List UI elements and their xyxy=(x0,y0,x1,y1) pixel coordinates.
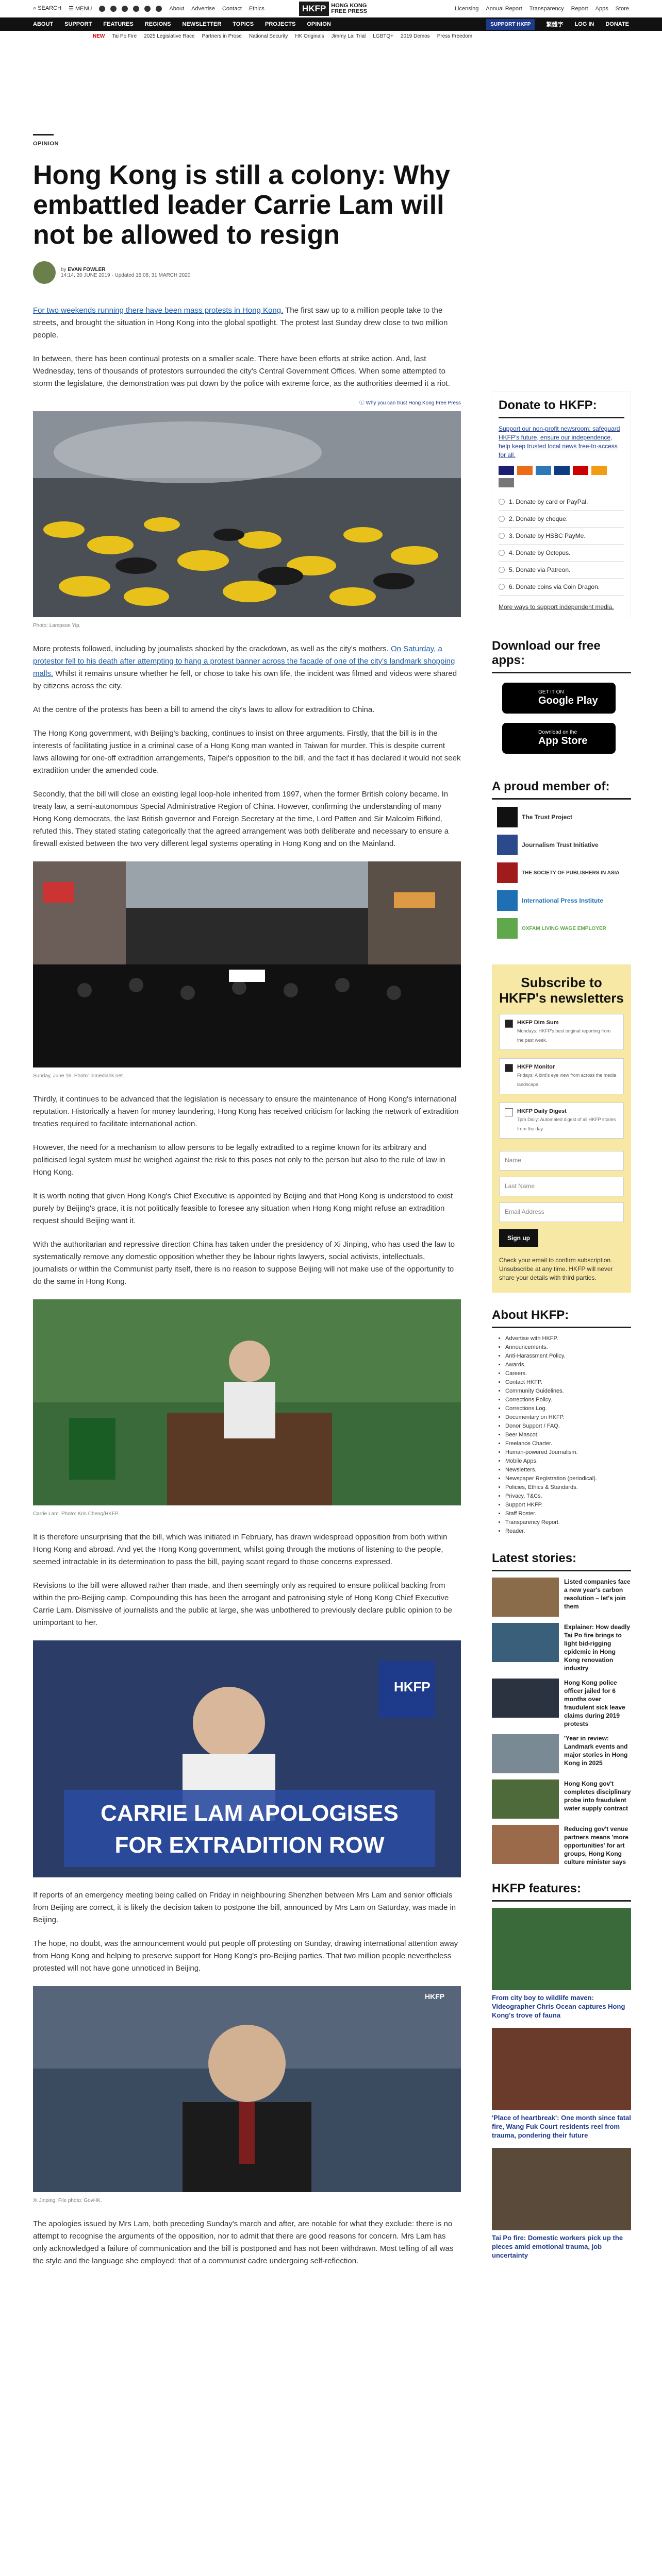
donate-heading: Donate to HKFP: xyxy=(499,398,624,418)
octopus-icon xyxy=(591,466,607,475)
about-item[interactable]: • Corrections Policy. xyxy=(505,1396,631,1404)
paragraph xyxy=(33,643,461,692)
partner-name: International Press Institute xyxy=(522,897,604,904)
about-item[interactable]: • Freelance Charter. xyxy=(505,1439,631,1448)
top-link[interactable]: About xyxy=(169,5,185,12)
telegram-icon[interactable] xyxy=(156,6,162,12)
paragraph: Secondly, that the bill will close an existing legal loop-hole inherited from 1997, when the former British colony became. In treaty law, a semi-autonomous Special Administrative Region of China. However, confirming the understanding of many Hong Kong democrats, the last British governor and Foreign Secretary at the time, Lord Patten and Sir Malcolm Rifkind, refuted this. They stated stating categorically that the agreed arrangement was both deliberate and necessary to ensure a firewall existed between the two very different legal systems operating in Hong Kong and on the Mainland. xyxy=(33,790,449,848)
app-store-badge[interactable] xyxy=(502,723,616,754)
paragraph: Thirdly, it continues to be advanced that the legislation is necessary to ensure the maintenance of Hong Kong's international reputation. Historically a haven for money laundering, Hong Kong has received criticism for lacking the network of extradition treaties required to facilitate international action. xyxy=(33,1095,459,1128)
about-item[interactable]: • Staff Roster. xyxy=(505,1510,631,1518)
protest-photo-2 xyxy=(33,861,461,1070)
features-heading: HKFP features: xyxy=(492,1882,631,1902)
last-name-field[interactable]: Last Name xyxy=(499,1177,624,1196)
about-item[interactable]: • Donor Support / FAQ. xyxy=(505,1422,631,1431)
partner-logo[interactable] xyxy=(497,918,631,939)
article-link[interactable]: On Saturday, a protestor fell to his death after attempting to hang a protest banner across the facade of one of the city's landmark shopping malls. xyxy=(33,645,455,678)
trust-tip[interactable]: ⓘ Why you can trust Hong Kong Free Press xyxy=(359,400,461,406)
top-link[interactable]: Annual Report xyxy=(486,5,522,12)
sopa-icon xyxy=(497,862,518,883)
about-item[interactable]: • Awards. xyxy=(505,1361,631,1369)
email-field[interactable]: Email Address xyxy=(499,1202,624,1222)
about-item[interactable]: • Announcements. xyxy=(505,1343,631,1352)
donate-option-label: 3. Donate by HSBC PayMe. xyxy=(509,532,586,539)
top-links xyxy=(169,6,264,12)
donate-option-label: 6. Donate coins via Coin Dragon. xyxy=(509,583,600,590)
video-logo: HKFP xyxy=(394,1679,431,1694)
oxfam-icon xyxy=(497,918,518,939)
nl-desc: Fridays: A bird's eye view from across the media landscape. xyxy=(517,1073,617,1087)
radio-icon xyxy=(499,499,505,505)
para-text: Whilst it remains unsure whether he fell, or chose to take his own life, the incident was filmed and videos were shared by citizens across the city. xyxy=(33,669,457,690)
author-link[interactable]: EVAN FOWLER xyxy=(68,267,106,273)
sidebar xyxy=(492,392,631,2268)
about-item[interactable]: • Newspaper Registration (periodical). xyxy=(505,1475,631,1483)
about-item[interactable]: • Support HKFP. xyxy=(505,1501,631,1510)
paragraph: With the authoritarian and repressive direction China has taken under the presidency of Xi Jinping, who has used the law to systematically remove any domestic opposition whether they be labour rights lawyers, social activists, intellectuals, journalists or within the Communist party itself, there is no reason to suppose Beijing will not make use of the opportunity to do the same in Hong Kong. xyxy=(33,1240,455,1286)
photo-caption: Carrie Lam. Photo: Kris Cheng/HKFP. xyxy=(33,1511,120,1517)
nl-name: HKFP Daily Digest xyxy=(517,1108,567,1114)
about-item[interactable]: • Beer Mascot. xyxy=(505,1431,631,1439)
nav-donate[interactable]: DONATE xyxy=(605,21,629,27)
paragraph: However, the need for a mechanism to allow persons to be legally extradited to a regime known for its arbitrary and politicised legal system must be weighed against the risk to this poses not only to the person but also to the rule of law in Hong Kong. xyxy=(33,1143,445,1177)
paragraph: In between, there has been continual protests on a smaller scale. There have been efforts at strike action. And, last Wednesday, tens of thousands of protestors surrounded the city's Central Government Offices. When some attempted to storm the legislature, the demonstration was put down by the police with extreme force, as the authorities deemed it a riot. xyxy=(33,354,450,388)
partner-logo[interactable] xyxy=(497,835,631,855)
article-title: Hong Kong is still a colony: Why embattled leader Carrie Lam will not be allowed to resign xyxy=(33,160,450,250)
partner-name: The Trust Project xyxy=(522,814,573,821)
top-links-right xyxy=(455,6,629,12)
ipi-icon xyxy=(497,890,518,911)
menu-link[interactable]: ☰ MENU xyxy=(69,6,92,12)
radio-icon xyxy=(499,567,505,573)
byline xyxy=(33,261,461,284)
donate-option-label: 1. Donate by card or PayPal. xyxy=(509,498,588,505)
photo-caption: Sunday, June 16. Photo: inmediahk.net. xyxy=(33,1073,124,1079)
logo-line2: FREE PRESS xyxy=(331,8,367,14)
amex-icon xyxy=(536,466,551,475)
story-thumbnail xyxy=(492,1679,559,1718)
google-play-badge[interactable] xyxy=(502,683,616,714)
paragraph: It is worth noting that given Hong Kong's Chief Executive is appointed by Beijing and that Hong Kong is understood to exist purely by Beijing's grace, it is not politically feasible to foresee any situation when Hong Kong might refuse an extradition request should Beijing want it. xyxy=(33,1192,453,1225)
new-badge: NEW xyxy=(93,33,105,39)
feature-title: 'Place of heartbreak': One month since fatal fire, Wang Fuk Court residents reel from trauma, pondering their future xyxy=(492,2114,631,2139)
about-item[interactable]: • Corrections Log. xyxy=(505,1404,631,1413)
video-line2: FOR EXTRADITION ROW xyxy=(114,1833,385,1858)
video-embed[interactable] xyxy=(33,1640,461,1880)
member-heading: A proud member of: xyxy=(492,779,631,800)
story-thumbnail xyxy=(492,1780,559,1819)
checkbox-icon xyxy=(505,1064,513,1072)
about-item[interactable]: • Reader. xyxy=(505,1527,631,1536)
subnav-item[interactable]: National Security xyxy=(249,33,288,39)
about-item[interactable]: • Mobile Apps. xyxy=(505,1457,631,1466)
article-link[interactable]: For two weekends running there have been mass protests in Hong Kong. xyxy=(33,306,284,315)
nl-name: HKFP Monitor xyxy=(517,1064,555,1070)
para-text: The first saw up to a million people take to the streets, and brought the situation in Hong Kong into the global spotlight. The protest last Sunday drew close to two million people. xyxy=(33,306,448,340)
features-list xyxy=(492,1908,631,2260)
about-box xyxy=(492,1308,631,1536)
nav-item[interactable]: FEATURES xyxy=(103,21,134,27)
paragraph: If reports of an emergency meeting being called on Friday in neighbouring Shenzhen between Mrs Lam and senior officials from Beijing are correct, it is likely the decision taken to postpone the bill, announced by Mrs Lam on Saturday, was made in Beijing. xyxy=(33,1891,456,1924)
story-title: 'Year in review: Landmark events and major stories in Hong Kong in 2025 xyxy=(564,1735,628,1767)
subnav-item[interactable]: Partners in Prose xyxy=(202,33,242,39)
donate-option[interactable] xyxy=(499,579,624,596)
donate-option-label: 5. Donate via Patreon. xyxy=(509,566,571,573)
partner-name: OXFAM LIVING WAGE EMPLOYER xyxy=(522,925,606,931)
partner-logo[interactable] xyxy=(497,807,631,827)
nl-name: HKFP Dim Sum xyxy=(517,1020,559,1026)
subnav-item[interactable]: HK Originals xyxy=(295,33,324,39)
as-small: Download on the xyxy=(538,730,577,735)
top-link[interactable]: Ethics xyxy=(249,5,264,12)
radio-icon xyxy=(499,584,505,590)
latest-story[interactable] xyxy=(492,1734,631,1773)
story-thumbnail xyxy=(492,1825,559,1864)
nl-desc: Mondays: HKFP's best original reporting from the past week. xyxy=(517,1028,611,1043)
name-field[interactable]: Name xyxy=(499,1151,624,1171)
checkbox-icon xyxy=(505,1108,513,1116)
video-line1: CARRIE LAM APOLOGISES xyxy=(101,1801,399,1826)
donate-option-label: 4. Donate by Octopus. xyxy=(509,549,571,556)
logo-mark: HKFP xyxy=(299,2,329,16)
latest-heading: Latest stories: xyxy=(492,1551,631,1571)
photo-caption: Photo: Lampson Yip. xyxy=(33,623,81,629)
features-box xyxy=(492,1882,631,2260)
search-label: SEARCH xyxy=(38,5,62,11)
author-prefix: by xyxy=(61,267,67,273)
byline-text xyxy=(61,267,190,278)
subnav-item[interactable]: 2019 Demos xyxy=(400,33,430,39)
about-item[interactable]: • Newsletters. xyxy=(505,1466,631,1475)
about-item[interactable]: • Anti-Harassment Policy. xyxy=(505,1352,631,1361)
x-icon[interactable] xyxy=(99,6,105,12)
paragraph xyxy=(33,304,461,342)
partner-name: Journalism Trust Initiative xyxy=(522,841,599,849)
nav-item[interactable]: NEWSLETTER xyxy=(182,21,222,27)
about-item[interactable]: • Privacy, T&Cs. xyxy=(505,1492,631,1501)
feature-story[interactable] xyxy=(492,1908,631,2020)
signup-button[interactable]: Sign up xyxy=(499,1229,538,1247)
newsletter-box xyxy=(492,964,631,1293)
main-nav xyxy=(0,18,662,31)
about-list xyxy=(492,1334,631,1536)
subnav-item[interactable]: LGBTQ+ xyxy=(373,33,393,39)
newsletter-option[interactable] xyxy=(499,1014,624,1050)
facebook-icon[interactable] xyxy=(110,6,117,12)
gp-small: GET IT ON xyxy=(538,689,564,695)
nl-desc: 7pm Daily: Automated digest of all HKFP stories from the day. xyxy=(517,1117,616,1131)
subnav-item[interactable]: Press Freedom xyxy=(437,33,473,39)
story-title: Listed companies face a new year's carbon resolution – let's join them xyxy=(564,1578,631,1610)
newsletter-note: Check your email to confirm subscription. Unsubscribe at any time. HKFP will never share your details with third parties. xyxy=(499,1257,613,1281)
author-avatar xyxy=(33,261,56,284)
newsletter-option[interactable] xyxy=(499,1103,624,1139)
about-item[interactable]: • Human-powered Journalism. xyxy=(505,1448,631,1457)
radio-icon xyxy=(499,533,505,539)
trust-project-icon xyxy=(497,807,518,827)
nav-item[interactable]: OPINION xyxy=(307,21,331,27)
logo-line1: HONG KONG xyxy=(331,3,367,9)
feature-image xyxy=(492,2028,631,2110)
more-ways-link[interactable]: More ways to support independent media. xyxy=(499,603,614,611)
story-title: Reducing gov't venue partners means 'more opportunities' for art groups, Hong Kong culture minister says xyxy=(564,1825,628,1866)
apps-heading: Download our free apps: xyxy=(492,639,631,673)
latest-story[interactable] xyxy=(492,1780,631,1819)
donate-option[interactable] xyxy=(499,562,624,579)
carrie-lam-image xyxy=(33,1299,461,1505)
nav-item[interactable]: SUPPORT xyxy=(64,21,92,27)
feature-story[interactable] xyxy=(492,2028,631,2140)
top-link[interactable]: Apps xyxy=(595,5,608,12)
as-big: App Store xyxy=(538,735,588,747)
about-item[interactable]: • Careers. xyxy=(505,1369,631,1378)
top-link[interactable]: Licensing xyxy=(454,5,479,12)
story-title: Hong Kong police officer jailed for 6 months over fraudulent sick leave claims during 2019 protests xyxy=(564,1679,625,1727)
fps-icon xyxy=(499,478,514,487)
donate-text[interactable]: Support our non-profit newsroom: safeguard HKFP's future, ensure our independence, help keep trusted local news free-to-access for all. xyxy=(499,425,620,459)
radio-icon xyxy=(499,550,505,556)
about-item[interactable]: • Advertise with HKFP. xyxy=(505,1334,631,1343)
radio-icon xyxy=(499,516,505,522)
payme-icon xyxy=(573,466,588,475)
protest-photo-1 xyxy=(33,411,461,620)
about-item[interactable]: • Community Guidelines. xyxy=(505,1387,631,1396)
donate-option[interactable] xyxy=(499,494,624,511)
latest-list xyxy=(492,1578,631,1866)
donate-option[interactable] xyxy=(499,545,624,562)
about-heading: About HKFP: xyxy=(492,1308,631,1328)
donate-box xyxy=(492,392,631,618)
top-link[interactable]: Contact xyxy=(222,5,242,12)
search-link[interactable]: ⌕ SEARCH xyxy=(33,5,62,11)
feature-image xyxy=(492,1908,631,1990)
paragraph: The apologies issued by Mrs Lam, both preceding Sunday's march and after, are notable for what they exclude: there is no attempt to recognise the arguments of the opposition, nor to admit that there are good reasons for concern. Mrs Lam has only acknowledged a failure of communication and the bill is postponed and has not been withdrawn. Most telling of all was the style and the language she employed: that of a communist cadre undergoing self-reflection. xyxy=(33,2219,454,2265)
member-box xyxy=(492,779,631,939)
xi-jinping-image xyxy=(33,1986,461,2192)
login-link[interactable]: LOG IN xyxy=(574,21,594,27)
partner-name: THE SOCIETY OF PUBLISHERS IN ASIA xyxy=(522,870,620,876)
story-thumbnail xyxy=(492,1734,559,1773)
feature-title: From city boy to wildlife maven: Videographer Chris Ocean captures Hong Kong's trove of fauna xyxy=(492,1994,625,2019)
apps-box xyxy=(492,639,631,754)
paragraph: It is therefore unsurprising that the bill, which was initiated in February, has drawn widespread opposition from both within Hong Kong and abroad. And yet the Hong Kong government, whilst going through the motions of listening to the people, seemed intractable in its determination to pass the bill, paying scant regard to those concerns expressed. xyxy=(33,1533,448,1566)
visa-icon xyxy=(499,466,514,475)
donate-option-label: 2. Donate by cheque. xyxy=(509,515,568,522)
about-item[interactable]: • Policies, Ethics & Standards. xyxy=(505,1483,631,1492)
instagram-icon[interactable] xyxy=(122,6,128,12)
nav-item[interactable]: REGIONS xyxy=(144,21,171,27)
street-crowd-image xyxy=(33,861,461,1067)
story-title: Hong Kong gov't completes disciplinary probe into fraudulent water supply contract xyxy=(564,1780,631,1812)
trust-tip-label: Why you can trust Hong Kong Free Press xyxy=(366,400,461,406)
support-button[interactable]: SUPPORT HKFP xyxy=(486,19,535,30)
mastercard-icon xyxy=(517,466,533,475)
paragraph: The hope, no doubt, was the announcement would put people off protesting on Sunday, drawing international attention away from Hong Kong and helping to preserve support for Hong Kong's pro-Beijing parties. That two million people nevertheless protested will not have gone unnoticed in Beijing. xyxy=(33,1939,458,1973)
newsletter-heading: Subscribe to HKFP's newsletters xyxy=(499,975,624,1006)
photo-caption: Xi Jinping. File photo: GovHK. xyxy=(33,2198,102,2204)
subnav-item[interactable]: 2025 Legislative Race xyxy=(144,33,195,39)
article-date: 14:14, 20 JUNE 2019 · Updated 15:08, 31 MARCH 2020 xyxy=(61,273,191,278)
checkbox-icon xyxy=(505,1020,513,1028)
feature-story[interactable] xyxy=(492,2148,631,2260)
about-item[interactable]: • Documentary on HKFP. xyxy=(505,1413,631,1422)
subnav-item[interactable]: Jimmy Lai Trial xyxy=(331,33,366,39)
menu-label: MENU xyxy=(75,6,92,12)
story-thumbnail xyxy=(492,1623,559,1662)
about-item[interactable]: • Contact HKFP. xyxy=(505,1378,631,1387)
story-thumbnail xyxy=(492,1578,559,1617)
donate-option[interactable] xyxy=(499,511,624,528)
section-label[interactable]: OPINION xyxy=(33,134,54,147)
umbrella-crowd-image xyxy=(33,411,461,617)
photo-tag: HKFP xyxy=(425,1992,445,2001)
lang-link[interactable]: 繁體字 xyxy=(546,22,564,28)
paragraph: At the centre of the protests has been a bill to amend the city's laws to allow for extradition to China. xyxy=(33,705,375,714)
latest-story[interactable] xyxy=(492,1679,631,1728)
about-item[interactable]: • Transparency Report. xyxy=(505,1518,631,1527)
spacer xyxy=(33,284,461,304)
nav-item[interactable]: TOPICS xyxy=(233,21,254,27)
threads-icon[interactable] xyxy=(144,6,151,12)
video-title xyxy=(64,1798,435,1861)
feature-image xyxy=(492,2148,631,2230)
partner-logo[interactable] xyxy=(497,862,631,883)
top-link[interactable]: Store xyxy=(615,5,629,12)
sub-nav xyxy=(0,31,662,42)
top-bar xyxy=(0,0,662,18)
top-link[interactable]: Report xyxy=(571,5,588,12)
social-icons xyxy=(99,6,162,12)
carrie-lam-photo xyxy=(33,1299,461,1508)
top-left xyxy=(33,5,331,12)
top-link[interactable]: Advertise xyxy=(191,5,215,12)
site-logo[interactable] xyxy=(299,2,367,16)
latest-story[interactable] xyxy=(492,1578,631,1617)
partner-logo[interactable] xyxy=(497,890,631,911)
article xyxy=(33,134,461,2279)
gp-big: Google Play xyxy=(538,695,598,706)
jti-icon xyxy=(497,835,518,855)
latest-story[interactable] xyxy=(492,1825,631,1866)
paragraph: Revisions to the bill were allowed rather than made, and then seemingly only as required to ensure political backing from within the pro-Beijing camp. Compounding this has been the arrogant and patronising style of Hong Kong Chief Executive Carrie Lam. Dismissive of journalists and the public at large, she was unbothered to previously declare public opinion to be unimportant to her. xyxy=(33,1581,452,1627)
nav-item[interactable]: PROJECTS xyxy=(265,21,296,27)
newsletter-option[interactable] xyxy=(499,1058,624,1094)
latest-story[interactable] xyxy=(492,1623,631,1672)
top-link[interactable]: Transparency xyxy=(529,5,564,12)
logo-text xyxy=(331,3,367,14)
paragraph: The Hong Kong government, with Beijing's backing, continues to insist on three arguments. Firstly, that the bill is in the interests of facilitating justice in a criminal case of a Hong Kong man wanted in Taiwan for murder. This is despite current laws allowing for one-off extradition arrangements, Taipei's opposition to the bill, and the fact it has declared it would not seek extradition under the amended code. xyxy=(33,729,461,775)
youtube-icon[interactable] xyxy=(133,6,139,12)
nav-item[interactable]: ABOUT xyxy=(33,21,54,27)
xi-jinping-photo xyxy=(33,1986,461,2195)
payment-icons xyxy=(499,466,624,487)
feature-title: Tai Po fire: Domestic workers pick up the pieces amid emotional trauma, job uncertainty xyxy=(492,2234,623,2259)
paypal-icon xyxy=(554,466,570,475)
story-title: Explainer: How deadly Tai Po fire brings to light bid-rigging epidemic in Hong Kong renovation industry xyxy=(564,1623,631,1672)
latest-box xyxy=(492,1551,631,1866)
donate-option[interactable] xyxy=(499,528,624,545)
subnav-item[interactable]: Tai Po Fire xyxy=(112,33,137,39)
top-right xyxy=(331,6,629,12)
para-text: More protests followed, including by journalists shocked by the crackdown, as well as the city's mothers. xyxy=(33,645,391,653)
